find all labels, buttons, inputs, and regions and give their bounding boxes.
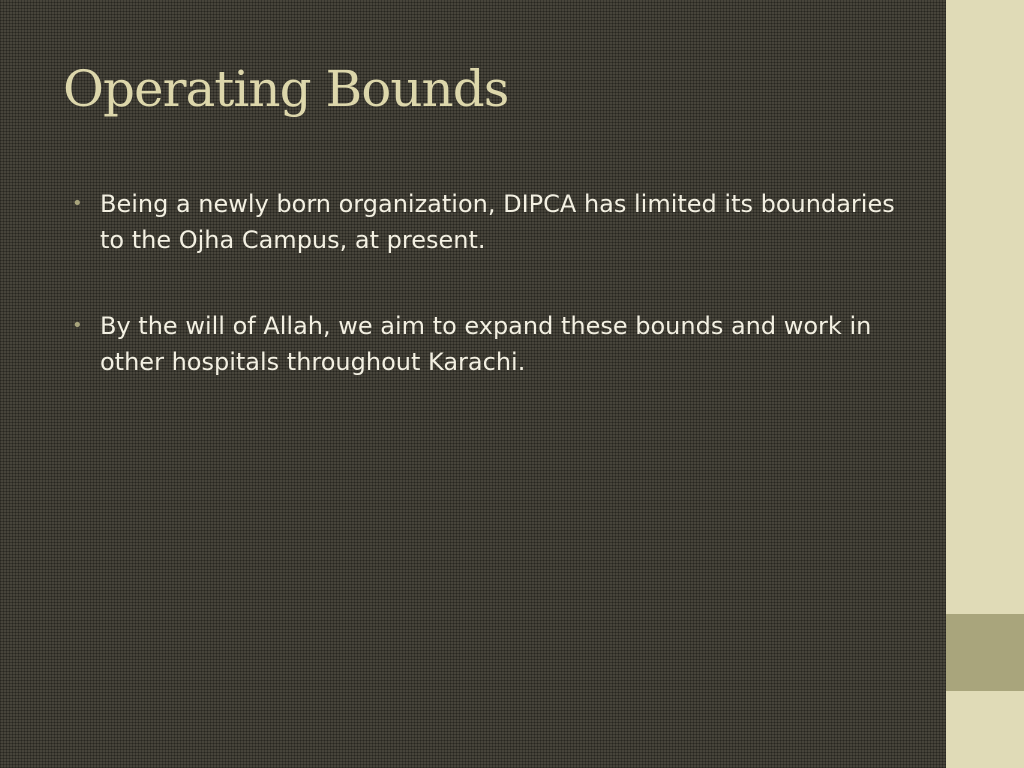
- bullet-dot-icon: •: [72, 193, 83, 214]
- bullet-dot-icon: •: [72, 315, 83, 336]
- bullet-text: By the will of Allah, we aim to expand these bounds and work in other hospitals throughout Karachi.: [100, 312, 872, 376]
- slide-title: Operating Bounds: [63, 60, 509, 118]
- bullet-item: [72, 186, 902, 258]
- side-accent-block: [946, 614, 1024, 691]
- bullet-list: [72, 186, 902, 430]
- bullet-text: Being a newly born organization, DIPCA has limited its boundaries to the Ojha Campus, at present.: [100, 190, 895, 254]
- bullet-item: [72, 308, 902, 380]
